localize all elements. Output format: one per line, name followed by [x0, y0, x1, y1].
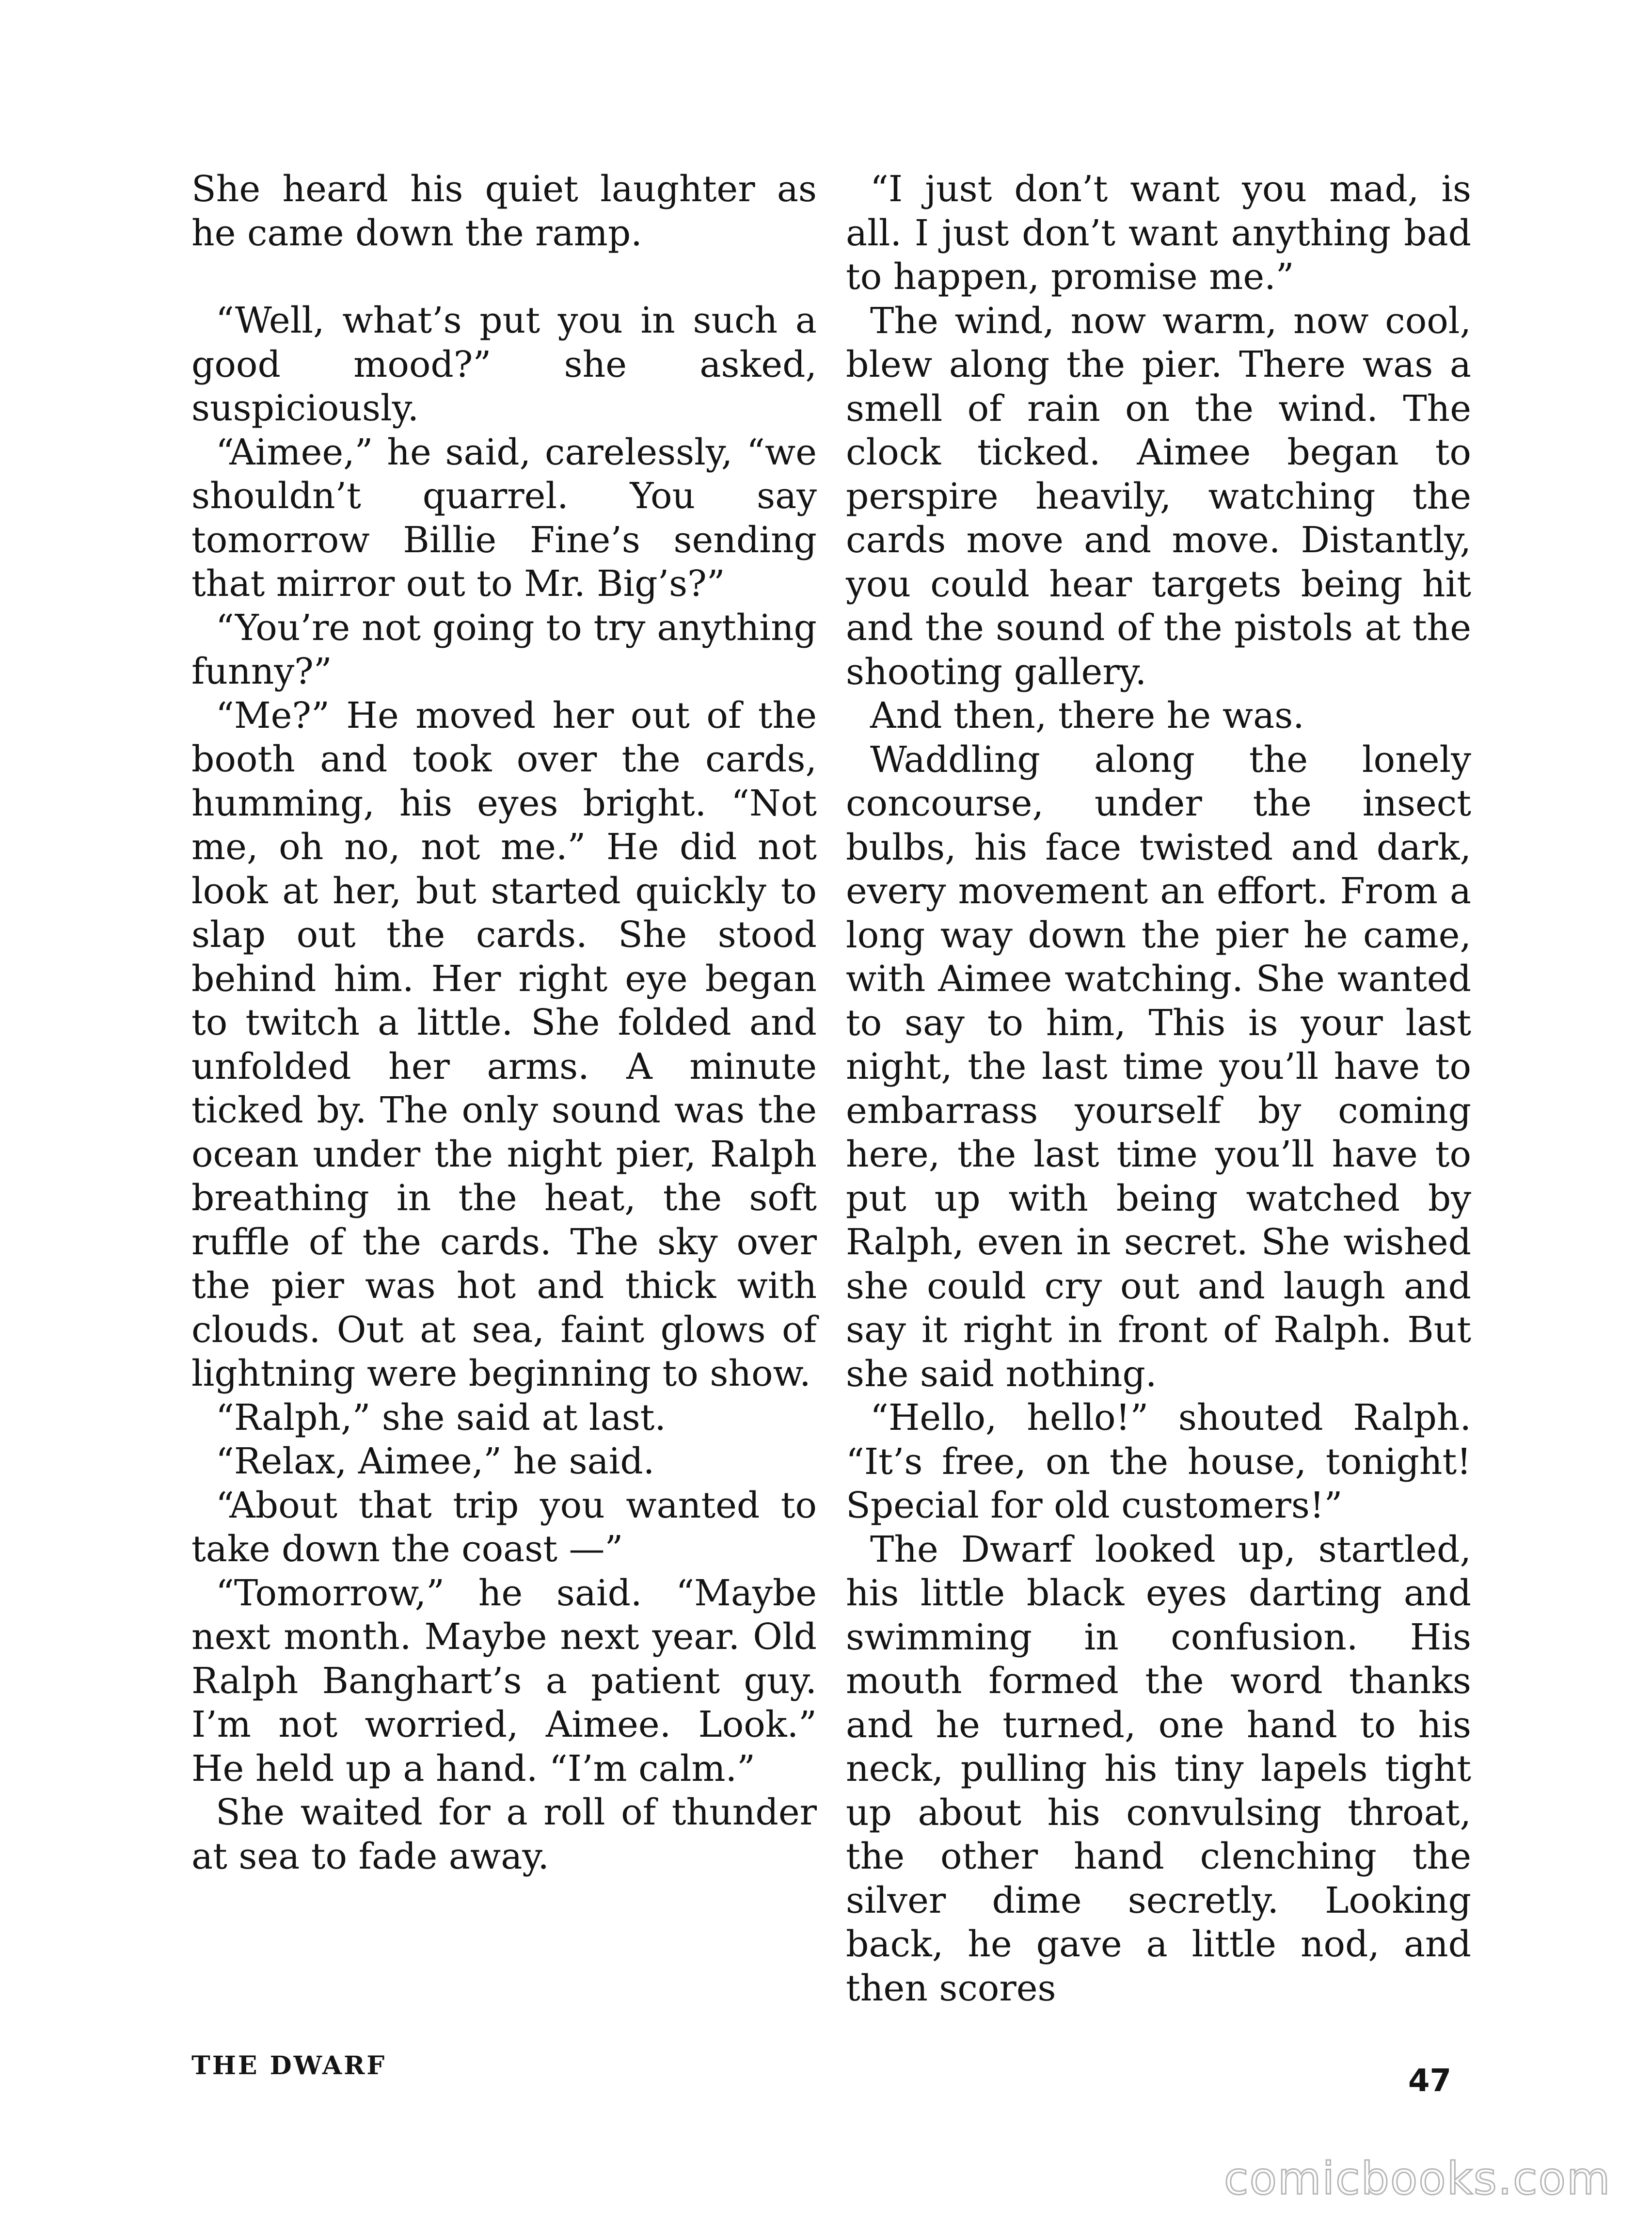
paragraph: “Me?” He moved her out of the booth and took over the cards, humming, his eyes bright. “Not me, oh no, not me.” He did not look at her, but started quickly to slap out the cards. She stood behind him. Her right eye began to twitch a little. She folded and unfolded her arms. A minute ticked by. The only sound was the ocean under the night pier, Ralph breathing in the heat, the soft ruffle of the cards. The sky over the pier was hot and thick with clouds. Out at sea, faint glows of lightning were beginning to show.: [191, 694, 817, 1394]
paragraph: “Aimee,” he said, carelessly, “we shouldn’t quarrel. You say tomorrow Billie Fine’s sending that mirror out to Mr. Big’s?”: [191, 431, 817, 605]
paragraph: “About that trip you wanted to take down the coast —”: [191, 1484, 817, 1570]
running-title: THE DWARF: [191, 2051, 387, 2080]
paragraph: Waddling along the lonely concourse, under the insect bulbs, his face twisted and dark, every movement an effort. From a long way down the pier he came, with Aimee watching. She wanted to say to him, This is your last night, the last time you’ll have to embarrass yourself by coming here, the last time you’ll have to put up with being watched by Ralph, even in secret. She wished she could cry out and laugh and say it right in front of Ralph. But she said nothing.: [846, 738, 1471, 1395]
paragraph: “Ralph,” she said at last.: [216, 1396, 666, 1439]
paragraph: “Relax, Aimee,” he said.: [216, 1440, 655, 1482]
paragraph: “Tomorrow,” he said. “Maybe next month. Maybe next year. Old Ralph Banghart’s a patient guy. I’m not worried, Aimee. Look.” He held up a hand. “I’m calm.”: [191, 1572, 817, 1790]
paragraph: The Dwarf looked up, startled, his little black eyes darting and swimming in confusion. His mouth formed the word thanks and he turned, one hand to his neck, pulling his tiny lapels tight up about his convulsing throat, the other hand clenching the silver dime secretly. Looking back, he gave a little nod, and then scores: [846, 1528, 1471, 2009]
watermark: comicbooks.com: [1224, 2153, 1611, 2205]
paragraph: She heard his quiet laughter as he came down the ramp.: [191, 168, 817, 254]
paragraph: “You’re not going to try anything funny?”: [191, 607, 817, 692]
left-column: [191, 167, 817, 1878]
page-number: 47: [1408, 2063, 1452, 2099]
right-column: [846, 167, 1471, 2010]
paragraph: “Well, what’s put you in such a good mood?” she asked, suspiciously.: [191, 300, 817, 429]
paragraph: She waited for a roll of thunder at sea to fade away.: [191, 1791, 817, 1877]
paragraph: The wind, now warm, now cool, blew along the pier. There was a smell of rain on the wind. The clock ticked. Aimee began to perspire heavily, watching the cards move and move. Distantly, you could hear targets being hit and the sound of the pistols at the shooting gallery.: [846, 300, 1471, 693]
paragraph: And then, there he was.: [870, 695, 1304, 736]
paragraph: “I just don’t want you mad, is all. I just don’t want anything bad to happen, promise me.”: [846, 168, 1471, 298]
paragraph: “Hello, hello!” shouted Ralph. “It’s free, on the house, tonight! Special for old customers!”: [846, 1397, 1471, 1526]
